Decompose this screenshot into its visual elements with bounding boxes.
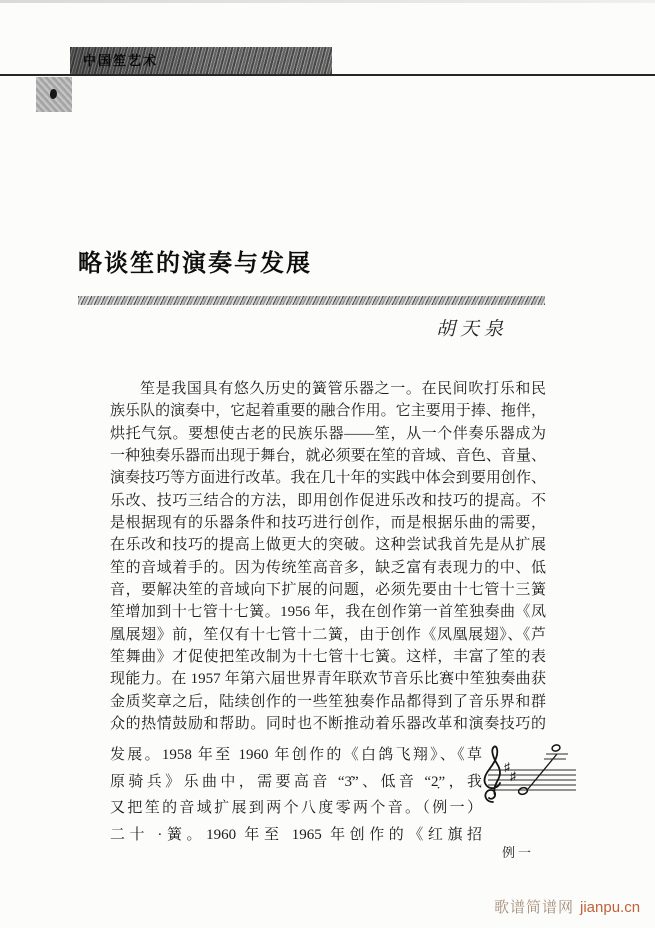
- body-line: 金质奖章之后，陆续创作的一些笙独奏作品都得到了音乐界和群: [110, 693, 546, 710]
- title-underline-hatch: [78, 296, 545, 305]
- treble-clef-icon: [485, 746, 500, 802]
- page-number-mark: [49, 89, 57, 100]
- low-note-head: [518, 787, 528, 796]
- sharp-sign-icon: ♯: [504, 760, 510, 774]
- chapter-header-band: [70, 47, 332, 75]
- staff-lines: [488, 770, 576, 790]
- page-number-tab: [36, 77, 72, 112]
- body-line: 是根据现有的乐器条件和技巧进行创作，而是根据乐曲的需要，: [110, 515, 546, 532]
- body-line: 笙增加到十七管十七簧。1956 年，我在创作第一首笙独奏曲《凤: [110, 604, 546, 621]
- body-line: 乐改、技巧三结合的方法，即用创作促进乐改和技巧的提高。不: [110, 492, 546, 509]
- scan-edge-artifact: [0, 0, 655, 3]
- watermark: [494, 896, 640, 917]
- body-line: 演奏技巧等方面进行改革。我在几十年的实践中体会到要用创作、: [110, 470, 546, 487]
- body-line: 现能力。在 1957 年第六届世界青年联欢节音乐比赛中笙独奏曲获: [110, 671, 546, 688]
- figure-label: 例一: [502, 845, 535, 860]
- body-line: 原骑兵》乐曲中，需要高音 “3̇”、低音 “2̣”，我: [110, 773, 482, 790]
- music-example-figure: [478, 740, 608, 861]
- high-note-head: [551, 744, 560, 752]
- sharp-sign-icon: ♯: [510, 769, 516, 783]
- body-line: 凰展翅》前，笙仅有十七管十二簧，由于创作《凤凰展翅》、《芦: [110, 626, 546, 643]
- body-line: 二十 ·簧。1960 年至 1965 年创作的《红旗招: [110, 826, 482, 843]
- body-line: 又把笙的音域扩展到两个八度零两个音。（例一）: [110, 800, 482, 816]
- chapter-header-label: 中国笙艺术: [83, 53, 159, 68]
- article-body: [110, 378, 546, 736]
- body-line: 在乐改和技巧的提高上做更大的突破。这种尝试我首先是从扩展: [110, 537, 546, 554]
- article-body-wrapped-around-figure: [110, 742, 482, 848]
- body-line: 众的热情鼓励和帮助。同时也不断推动着乐器改革和演奏技巧的: [110, 716, 546, 733]
- header-rule: [0, 74, 655, 76]
- body-line: 一种独奏乐器而出现于舞台，就必须要在笙的音域、音色、音量、: [110, 448, 546, 465]
- body-line: 笙舞曲》才促使把笙改制为十七管十七簧。这样，丰富了笙的表: [110, 649, 546, 666]
- music-notation-graphic: [478, 740, 603, 812]
- body-line: 笙的音域着手的。因为传统笙高音多，缺乏富有表现力的中、低: [110, 559, 546, 576]
- watermark-site-name: 歌谱简谱网: [494, 899, 575, 916]
- body-line: 烘托气氛。要想使古老的民族乐器——笙，从一个伴奏乐器成为: [110, 425, 546, 442]
- body-line: 族乐队的演奏中，它起着重要的融合作用。它主要用于捧、拖伴，: [110, 403, 546, 420]
- watermark-url: jianpu.cn: [580, 899, 641, 916]
- body-line: 笙是我国具有悠久历史的簧管乐器之一。在民间吹打乐和民: [140, 381, 546, 397]
- body-line: 音，要解决笙的音域向下扩展的问题，必须先要由十七管十三簧: [110, 582, 546, 599]
- article-title: 略谈笙的演奏与发展: [78, 250, 312, 277]
- author-name: 胡天泉: [436, 319, 509, 340]
- body-line: 发展。1958 年至 1960 年创作的《白鸽飞翔》、《草: [110, 747, 482, 763]
